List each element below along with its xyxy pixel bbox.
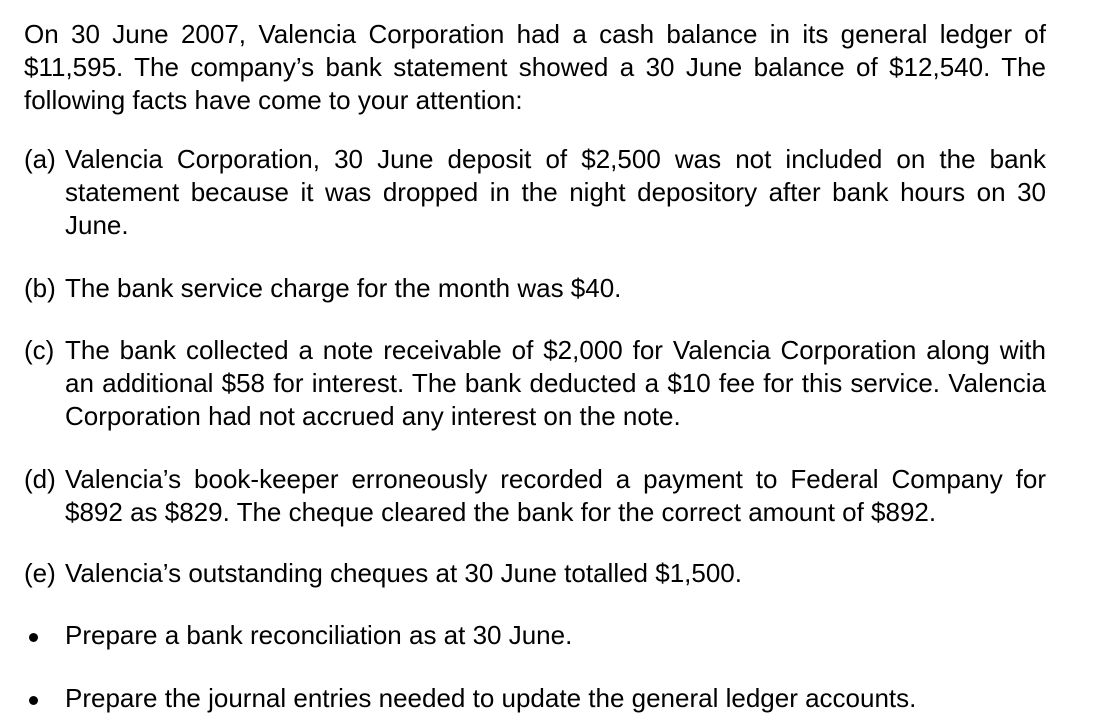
fact-text: Valencia’s book-keeper erroneously recorded a payment to Federal Company for $892 as $829. The cheque cleared the bank for the correct amount of $892. bbox=[65, 464, 1046, 527]
document bbox=[24, 18, 1046, 715]
fact-label: (e) bbox=[24, 558, 56, 588]
task-text: Prepare a bank reconciliation as at 30 June. bbox=[65, 620, 573, 650]
fact-label: (d) bbox=[24, 464, 56, 494]
task-text: Prepare the journal entries needed to update the general ledger accounts. bbox=[65, 683, 917, 713]
bullet-icon bbox=[24, 682, 65, 715]
fact-label: (a) bbox=[24, 144, 56, 174]
fact-text: Valencia’s outstanding cheques at 30 June totalled $1,500. bbox=[65, 558, 742, 588]
task-bullet-2 bbox=[24, 682, 1046, 715]
task-bullet-1 bbox=[24, 619, 1046, 652]
fact-a bbox=[24, 143, 1046, 242]
bullet-icon bbox=[24, 619, 65, 652]
fact-c bbox=[24, 334, 1046, 433]
fact-b bbox=[24, 272, 1046, 305]
fact-text: The bank service charge for the month was $40. bbox=[65, 273, 622, 303]
fact-text: The bank collected a note receivable of $2,000 for Valencia Corporation along with an additional $58 for interest. The bank deducted a $10 fee for this service. Valencia Corporation had not accrued any interest on the note. bbox=[65, 335, 1046, 431]
fact-label: (c) bbox=[24, 335, 55, 365]
fact-label: (b) bbox=[24, 273, 56, 303]
fact-text: Valencia Corporation, 30 June deposit of $2,500 was not included on the bank statement because it was dropped in the night depository after bank hours on 30 June. bbox=[65, 144, 1046, 240]
fact-e bbox=[24, 557, 1046, 590]
fact-d bbox=[24, 463, 1046, 529]
intro-paragraph: On 30 June 2007, Valencia Corporation had a cash balance in its general ledger of $11,595. The company’s bank statement showed a 30 June balance of $12,540. The following facts have come to your attention: bbox=[24, 19, 1046, 115]
